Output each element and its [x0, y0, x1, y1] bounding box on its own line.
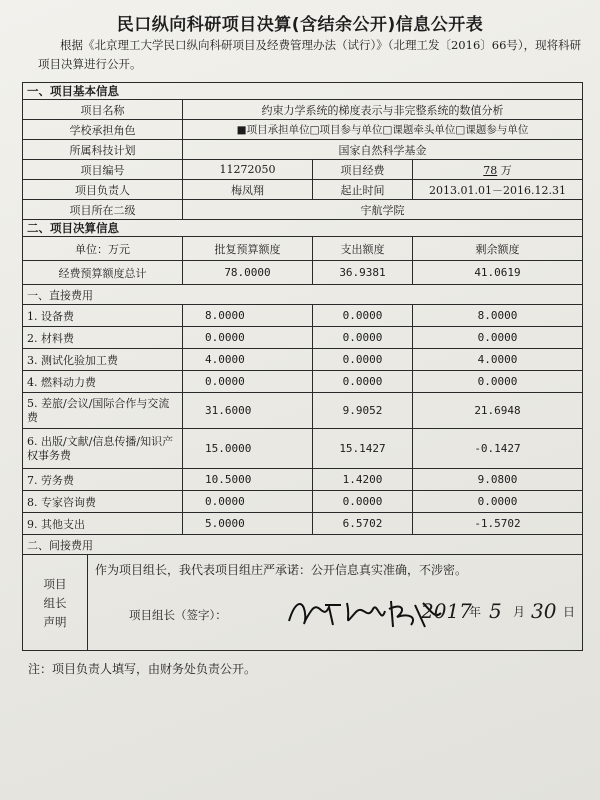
budget-amount: 78 — [483, 163, 498, 177]
declaration-label: 项目组长声明 — [43, 576, 67, 629]
plan-value: 国家自然科学基金 — [183, 140, 583, 160]
col-header-unit: 单位：万元 — [23, 237, 183, 261]
row-spent: 15.1427 — [313, 429, 413, 469]
row-label: 9. 其他支出 — [23, 513, 183, 535]
budget-unit: 万 — [500, 163, 512, 177]
table-row — [23, 371, 583, 393]
table-row — [23, 393, 583, 429]
signature-label: 项目组长（签字）： — [129, 608, 227, 622]
leader-value: 梅凤翔 — [183, 180, 313, 200]
row-approved: 0.0000 — [183, 371, 313, 393]
section-basic-info-heading: 一、项目基本信息 — [23, 83, 583, 100]
row-approved: 0.0000 — [183, 327, 313, 349]
row-remaining: 0.0000 — [413, 371, 583, 393]
row-spent: 0.0000 — [313, 349, 413, 371]
declaration-cell — [23, 555, 583, 651]
row-spent: 0.0000 — [313, 371, 413, 393]
role-value: ■项目承担单位□项目参与单位□课题牵头单位□课题参与单位 — [183, 120, 583, 140]
disclosure-table — [22, 82, 583, 651]
signature-month: 5 — [489, 599, 502, 623]
row-label: 7. 劳务费 — [23, 469, 183, 491]
total-approved: 78.0000 — [183, 261, 313, 285]
footnote: 注：项目负责人填写，由财务处负责公开。 — [28, 662, 257, 676]
row-label: 1. 设备费 — [23, 305, 183, 327]
row-approved: 8.0000 — [183, 305, 313, 327]
col-header-approved: 批复预算额度 — [183, 237, 313, 261]
day-unit: 日 — [563, 605, 576, 619]
col-header-remaining: 剩余额度 — [413, 237, 583, 261]
project-budget-value — [413, 160, 583, 180]
row-approved: 31.6000 — [183, 393, 313, 429]
project-budget-label: 项目经费 — [313, 160, 413, 180]
row-remaining: -0.1427 — [413, 429, 583, 469]
col-header-spent: 支出额度 — [313, 237, 413, 261]
project-name-label: 项目名称 — [23, 100, 183, 120]
row-label: 3. 测试化验加工费 — [23, 349, 183, 371]
plan-label: 所属科技计划 — [23, 140, 183, 160]
row-approved: 4.0000 — [183, 349, 313, 371]
role-label: 学校承担角色 — [23, 120, 183, 140]
direct-cost-heading: 一、直接费用 — [23, 285, 583, 305]
dept-value: 宇航学院 — [183, 200, 583, 220]
table-row — [23, 513, 583, 535]
project-name-value: 约束力学系统的梯度表示与非完整系统的数值分析 — [183, 100, 583, 120]
row-approved: 5.0000 — [183, 513, 313, 535]
table-row-total — [23, 261, 583, 285]
intro-paragraph: 根据《北京理工大学民口纵向科研项目及经费管理办法（试行）》（北理工发〔2016〕66号），现将科研项目决算进行公开。 — [38, 38, 582, 71]
total-label: 经费预算额度总计 — [23, 261, 183, 285]
row-spent: 9.9052 — [313, 393, 413, 429]
year-unit: 年 — [469, 605, 482, 619]
leader-label: 项目负责人 — [23, 180, 183, 200]
row-remaining: 0.0000 — [413, 491, 583, 513]
row-label: 5. 差旅/会议/国际合作与交流费 — [23, 393, 183, 429]
row-spent: 1.4200 — [313, 469, 413, 491]
table-row — [23, 327, 583, 349]
table-row — [23, 491, 583, 513]
row-approved: 0.0000 — [183, 491, 313, 513]
total-spent: 36.9381 — [313, 261, 413, 285]
row-spent: 0.0000 — [313, 491, 413, 513]
month-unit: 月 — [513, 605, 526, 619]
row-remaining: 0.0000 — [413, 327, 583, 349]
row-label: 2. 材料费 — [23, 327, 183, 349]
declaration-label-box — [23, 555, 88, 651]
project-code-value: 11272050 — [183, 160, 313, 180]
project-code-label: 项目编号 — [23, 160, 183, 180]
table-row — [23, 469, 583, 491]
row-remaining: 8.0000 — [413, 305, 583, 327]
table-row — [23, 429, 583, 469]
row-label: 4. 燃料动力费 — [23, 371, 183, 393]
table-row — [23, 349, 583, 371]
indirect-cost-heading: 二、间接费用 — [23, 535, 583, 555]
row-spent: 0.0000 — [313, 327, 413, 349]
signature-year: 2017 — [421, 599, 472, 623]
table-row — [23, 305, 583, 327]
row-remaining: -1.5702 — [413, 513, 583, 535]
row-spent: 0.0000 — [313, 305, 413, 327]
dept-label: 项目所在二级 — [23, 200, 183, 220]
row-approved: 10.5000 — [183, 469, 313, 491]
declaration-pledge: 作为项目组长，我代表项目组庄严承诺：公开信息真实准确，不涉密。 — [95, 563, 468, 577]
period-value: 2013.01.01－2016.12.31 — [413, 180, 583, 200]
document-title: 民口纵向科研项目决算(含结余公开)信息公开表 — [116, 15, 484, 35]
row-remaining: 4.0000 — [413, 349, 583, 371]
row-approved: 15.0000 — [183, 429, 313, 469]
total-remaining: 41.0619 — [413, 261, 583, 285]
row-remaining: 9.0800 — [413, 469, 583, 491]
period-label: 起止时间 — [313, 180, 413, 200]
row-label: 8. 专家咨询费 — [23, 491, 183, 513]
section-settlement-heading: 二、项目决算信息 — [23, 220, 583, 237]
row-remaining: 21.6948 — [413, 393, 583, 429]
row-spent: 6.5702 — [313, 513, 413, 535]
row-label: 6. 出版/文献/信息传播/知识产权事务费 — [23, 429, 183, 469]
signature-day: 30 — [531, 599, 557, 623]
